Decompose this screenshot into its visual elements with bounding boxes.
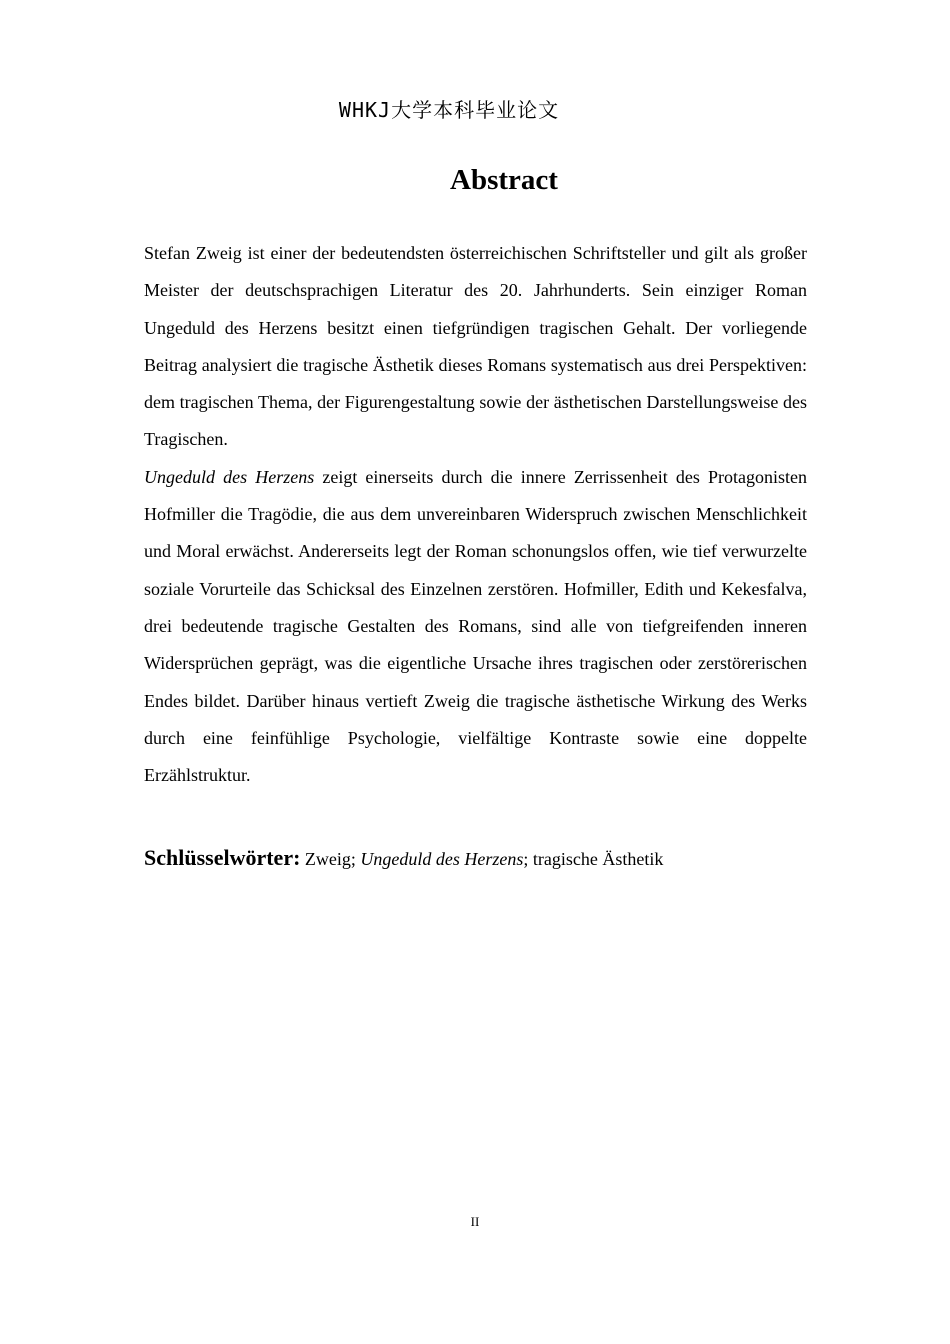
keywords-line: [144, 840, 807, 877]
page-title: Abstract: [450, 164, 558, 196]
abstract-paragraph-2-text: zeigt einerseits durch die innere Zerrissenheit des Protagonisten Hofmiller die Tragödie, die aus dem unvereinbaren Widerspruch zwischen Menschlichkeit und Moral erwächst. Andererseits legt der Roman schonungslos offen, wie tief verwurzelte soziale Vorurteile das Schicksal des Einzelnen zerstören. Hofmiller, Edith und Kekesfalva, drei bedeutende tragische Gestalten des Romans, sind alle von tiefgreifenden inneren Widersprüchen geprägt, was die eigentliche Ursache ihres tragischen oder zerstörerischen Endes bildet. Darüber hinaus vertieft Zweig die tragische ästhetische Wirkung des Werks durch eine feinfühlige Psychologie, vielfältige Kontraste sowie eine doppelte Erzählstruktur.: [144, 466, 807, 786]
abstract-body: [144, 235, 807, 794]
keywords-label: Schlüsselwörter:: [144, 845, 301, 870]
running-header: WHKJ大学本科毕业论文: [338, 98, 560, 122]
abstract-paragraph-1: Stefan Zweig ist einer der bedeutendsten österreichischen Schriftsteller und gilt als großer Meister der deutschsprachigen Literatur des 20. Jahrhunderts. Sein einziger Roman Ungeduld des Herzens besitzt einen tiefgründigen tragischen Gehalt. Der vorliegende Beitrag analysiert die tragische Ästhetik dieses Romans systematisch aus drei Perspektiven: dem tragischen Thema, der Figurengestaltung sowie der ästhetischen Darstellungsweise des Tragischen.: [144, 243, 807, 450]
novel-title-italic: Ungeduld des Herzens: [144, 466, 315, 487]
abstract-paragraph-2: [144, 459, 807, 795]
keyword-2: Ungeduld des Herzens: [360, 849, 524, 869]
keyword-1: Zweig;: [300, 849, 361, 869]
keyword-3: ; tragische Ästhetik: [523, 849, 664, 869]
page-number: II: [470, 1214, 480, 1229]
